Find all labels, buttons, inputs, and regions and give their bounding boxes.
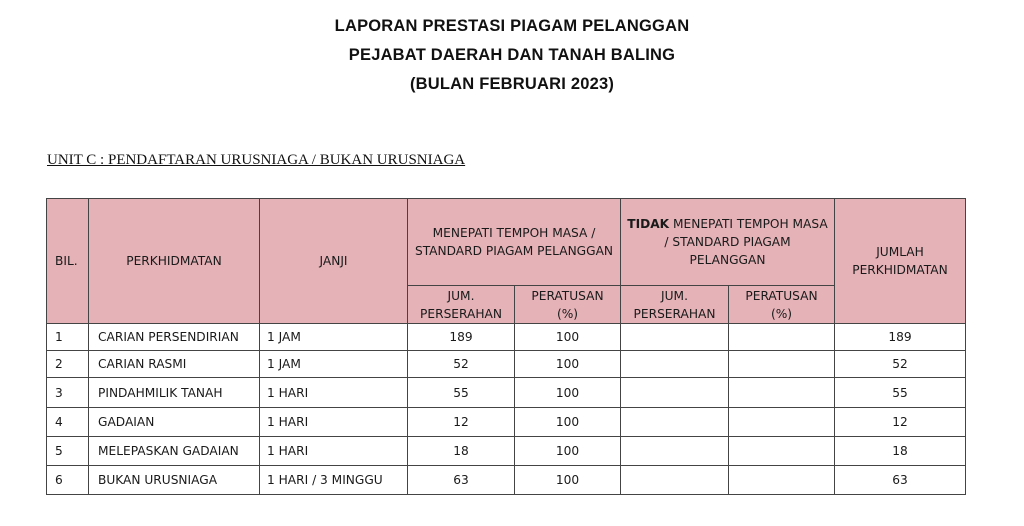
cell-jumlah: 18 [835,437,966,466]
cell-janji: 1 HARI [260,408,408,437]
table-row [47,324,966,351]
cell-tidak-peratus [729,324,835,351]
cell-jumlah: 12 [835,408,966,437]
header-perkhidmatan: PERKHIDMATAN [89,199,260,324]
cell-perkhidmatan: PINDAHMILIK TANAH [89,378,260,408]
cell-perkhidmatan: CARIAN RASMI [89,351,260,378]
cell-tidak-jum [621,324,729,351]
header-tidak-menepati [621,199,835,286]
cell-peratus: 100 [515,378,621,408]
cell-peratus: 100 [515,324,621,351]
unit-title: UNIT C : PENDAFTARAN URUSNIAGA / BUKAN URUSNIAGA [47,152,466,168]
header-jum-serahan: JUM. PERSERAHAN [408,286,515,324]
cell-jum: 12 [408,408,515,437]
cell-jum: 18 [408,437,515,466]
cell-tidak-jum [621,408,729,437]
header-peratusan: PERATUSAN (%) [515,286,621,324]
header-tidak-bold: TIDAK [627,217,670,231]
cell-jum: 52 [408,351,515,378]
cell-tidak-jum [621,378,729,408]
cell-bil: 2 [47,351,89,378]
cell-janji: 1 HARI [260,378,408,408]
table-row [47,437,966,466]
cell-jumlah: 52 [835,351,966,378]
header-menepati-text: MENEPATI TEMPOH MASA / STANDARD PIAGAM PELANGGAN [414,226,614,258]
cell-janji: 1 JAM [260,351,408,378]
header-tidak-jum-serahan: JUM. PERSERAHAN [621,286,729,324]
cell-janji: 1 HARI [260,437,408,466]
cell-tidak-peratus [729,466,835,495]
cell-peratus: 100 [515,466,621,495]
header-janji: JANJI [260,199,408,324]
cell-tidak-jum [621,437,729,466]
cell-jum: 189 [408,324,515,351]
cell-peratus: 100 [515,437,621,466]
header-tidak-peratusan: PERATUSAN (%) [729,286,835,324]
cell-perkhidmatan: CARIAN PERSENDIRIAN [89,324,260,351]
cell-jum: 63 [408,466,515,495]
report-title-line-1: LAPORAN PRESTASI PIAGAM PELANGGAN [334,17,690,35]
cell-perkhidmatan: BUKAN URUSNIAGA [89,466,260,495]
cell-bil: 1 [47,324,89,351]
cell-jumlah: 55 [835,378,966,408]
header-menepati [408,199,621,286]
cell-bil: 3 [47,378,89,408]
table-row [47,408,966,437]
header-jumlah: JUMLAH PERKHIDMATAN [835,199,966,324]
cell-janji: 1 JAM [260,324,408,351]
cell-jumlah: 63 [835,466,966,495]
cell-jum: 55 [408,378,515,408]
cell-peratus: 100 [515,351,621,378]
cell-janji: 1 HARI / 3 MINGGU [260,466,408,495]
cell-jumlah: 189 [835,324,966,351]
header-tidak-rest: MENEPATI TEMPOH MASA / STANDARD PIAGAM PELANGGAN [664,217,828,267]
report-title-line-3: (BULAN FEBRUARI 2023) [409,75,615,93]
cell-perkhidmatan: GADAIAN [89,408,260,437]
cell-bil: 4 [47,408,89,437]
table-row [47,378,966,408]
cell-tidak-jum [621,466,729,495]
cell-bil: 5 [47,437,89,466]
report-title-line-2: PEJABAT DAERAH DAN TANAH BALING [348,46,676,64]
performance-table [46,198,966,495]
cell-perkhidmatan: MELEPASKAN GADAIAN [89,437,260,466]
table-row [47,351,966,378]
cell-tidak-peratus [729,378,835,408]
table-row [47,466,966,495]
cell-tidak-peratus [729,437,835,466]
header-bil: BIL. [47,199,89,324]
cell-tidak-jum [621,351,729,378]
cell-tidak-peratus [729,408,835,437]
cell-tidak-peratus [729,351,835,378]
cell-peratus: 100 [515,408,621,437]
cell-bil: 6 [47,466,89,495]
